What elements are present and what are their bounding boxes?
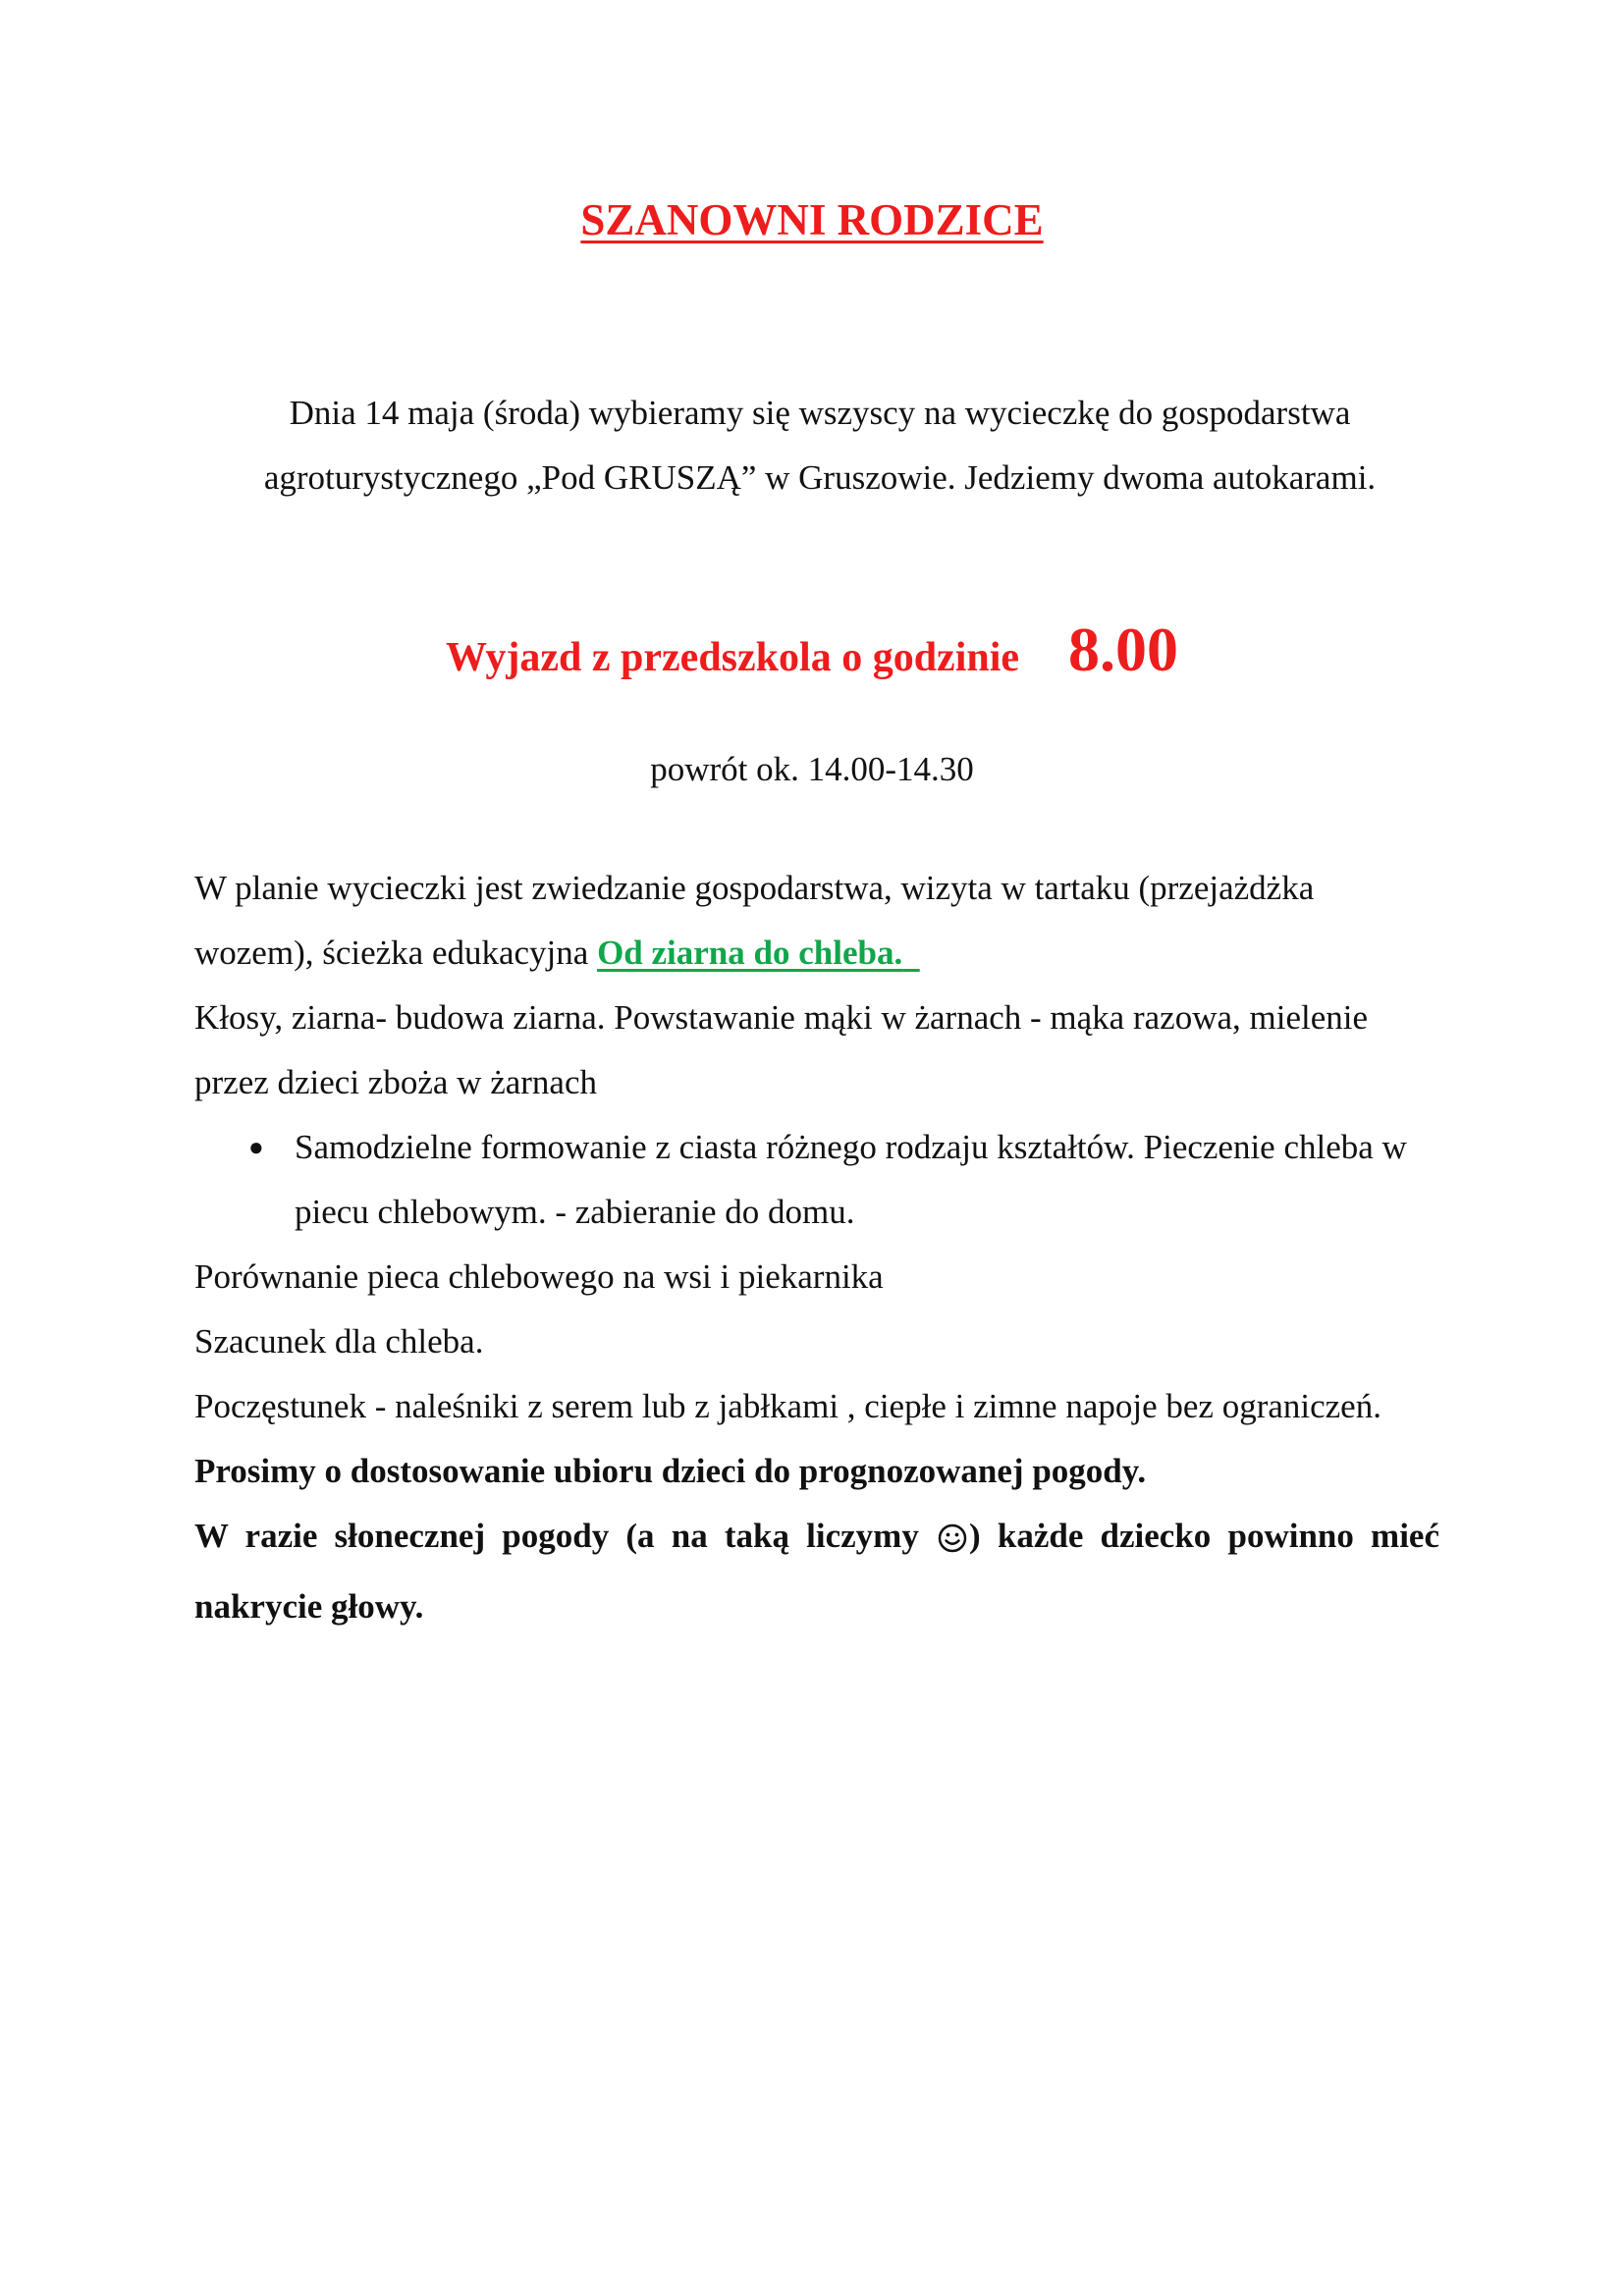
education-path-link: Od ziarna do chleba. <box>597 934 903 972</box>
respect-paragraph: Szacunek dla chleba. <box>194 1322 484 1361</box>
sun-text-after: ) każde dziecko powinno mieć nakrycie głowy. <box>194 1517 1439 1626</box>
bullet-icon: ● <box>248 1133 264 1161</box>
comparison-paragraph: Porównanie pieca chlebowego na wsi i piekarnika <box>194 1257 884 1296</box>
sun-text-before: W razie słonecznej pogody (a na taką liczymy <box>194 1517 937 1555</box>
page-title: SZANOWNI RODZICE <box>580 195 1044 244</box>
return-info: powrót ok. 14.00-14.30 <box>650 750 974 788</box>
sun-paragraph <box>194 1504 1439 1639</box>
departure-label: Wyjazd z przedszkola o godzinie <box>445 635 1020 680</box>
departure-line <box>0 614 1624 686</box>
refreshments-paragraph: Poczęstunek - naleśniki z serem lub z jabłkami , ciepłe i zimne napoje bez ograniczeń. <box>194 1387 1381 1425</box>
grain-paragraph: Kłosy, ziarna- budowa ziarna. Powstawanie mąki w żarnach - mąka razowa, mielenie przez dzieci zboża w żarnach <box>194 998 1369 1101</box>
plan-paragraph <box>194 856 1439 986</box>
smiley-icon <box>938 1510 967 1575</box>
list-item <box>194 1115 1439 1245</box>
plan-text: W planie wycieczki jest zwiedzanie gospodarstwa, wizyta w tartaku (przejażdżka wozem), ścieżka edukacyjna <box>194 869 1315 972</box>
intro-paragraph: Dnia 14 maja (środa) wybieramy się wszyscy na wycieczkę do gospodarstwa agroturystycznego „Pod GRUSZĄ” w Gruszowie. Jedziemy dwoma autokarami. <box>263 394 1377 497</box>
link-underline-tail <box>902 934 920 972</box>
activity-list <box>194 1115 1439 1245</box>
trip-details <box>194 856 1439 1639</box>
departure-time: 8.00 <box>1068 614 1179 684</box>
clothing-paragraph: Prosimy o dostosowanie ubioru dzieci do prognozowanej pogody. <box>194 1452 1147 1490</box>
bullet-text: Samodzielne formowanie z ciasta różnego rodzaju kształtów. Pieczenie chleba w piecu chlebowym. - zabieranie do domu. <box>295 1128 1407 1231</box>
